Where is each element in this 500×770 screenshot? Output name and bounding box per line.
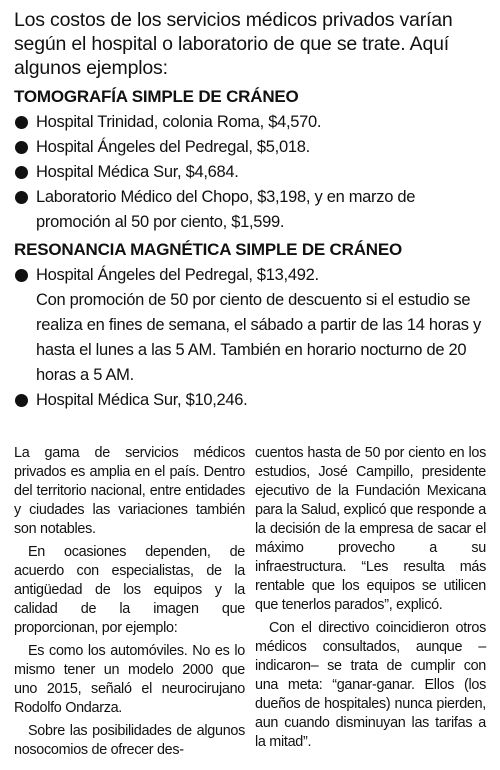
section-heading-resonancia: RESONANCIA MAGNÉTICA SIMPLE DE CRÁNEO <box>14 240 403 259</box>
bullet-icon <box>15 141 28 154</box>
list-item-text: Laboratorio Médico del Chopo, $3,198, y en marzo de promoción al 50 por ciento, $1,599. <box>36 188 416 231</box>
article-column-right <box>255 444 486 760</box>
list-item <box>14 263 486 288</box>
article-paragraph: Es como los automóviles. No es lo mismo tener un modelo 2000 que uno 2015, señaló el neurocirujano Rodolfo Ondarza. <box>14 643 245 716</box>
list-item <box>14 135 486 160</box>
section-heading-tomografia: TOMOGRAFÍA SIMPLE DE CRÁNEO <box>14 87 299 106</box>
list-item-text: Hospital Médica Sur, $10,246. <box>36 391 248 409</box>
list-item-text: Hospital Ángeles del Pedregal, $13,492. <box>36 266 319 284</box>
bullet-icon <box>15 116 28 129</box>
list-item-text: Hospital Ángeles del Pedregal, $5,018. <box>36 138 310 156</box>
list-item <box>14 110 486 135</box>
article-paragraph: cuentos hasta de 50 por ciento en los estudios, José Campillo, presidente ejecutivo de la Fundación Mexicana para la Salud, explicó que responde a la decisión de la empresa de sacar el máximo provecho a su infraestructura. “Les resulta más rentable que los equipos se utilicen que tenerlos parados”, explicó. <box>255 445 486 613</box>
list-item-text: Hospital Trinidad, colonia Roma, $4,570. <box>36 113 322 131</box>
article-column-left <box>14 444 245 760</box>
resonancia-list <box>14 263 486 288</box>
promotion-note: Con promoción de 50 por ciento de descuento si el estudio se realiza en fines de semana, el sábado a partir de las 14 horas y hasta el lunes a las 5 AM. También en horario nocturno de 20 horas a 5 AM. <box>36 291 481 384</box>
article-paragraph: En ocasiones dependen, de acuerdo con especialistas, de la antigüedad de los equipos y la calidad de la imagen que proporcionan, por ejemplo: <box>14 544 245 636</box>
article-paragraph: Sobre las posibilidades de algunos nosocomios de ofrecer des- <box>14 723 245 758</box>
list-item-text: Hospital Médica Sur, $4,684. <box>36 163 239 181</box>
list-item <box>14 388 486 413</box>
bullet-icon <box>15 191 28 204</box>
bullet-icon <box>15 166 28 179</box>
bullet-icon <box>15 269 28 282</box>
article-paragraph: Con el directivo coincidieron otros médicos consultados, aunque –indicaron– se trata de cumplir con una meta: “ganar-ganar. Ellos (los dueños de hospitales) nunca pierden, aun cuando disminuyan las tarifas a la mitad”. <box>255 620 486 750</box>
intro-paragraph: Los costos de los servicios médicos privados varían según el hospital o laboratorio de que se trate. Aquí algunos ejemplos: <box>14 9 453 79</box>
resonancia-list-2 <box>14 388 486 413</box>
tomografia-list <box>14 110 486 235</box>
article-paragraph: La gama de servicios médicos privados es amplia en el país. Dentro del territorio nacional, entre entidades y ciudades las variaciones también son notables. <box>14 445 245 537</box>
article-columns <box>14 444 486 760</box>
bullet-icon <box>15 394 28 407</box>
list-item <box>14 185 486 235</box>
list-item <box>14 160 486 185</box>
